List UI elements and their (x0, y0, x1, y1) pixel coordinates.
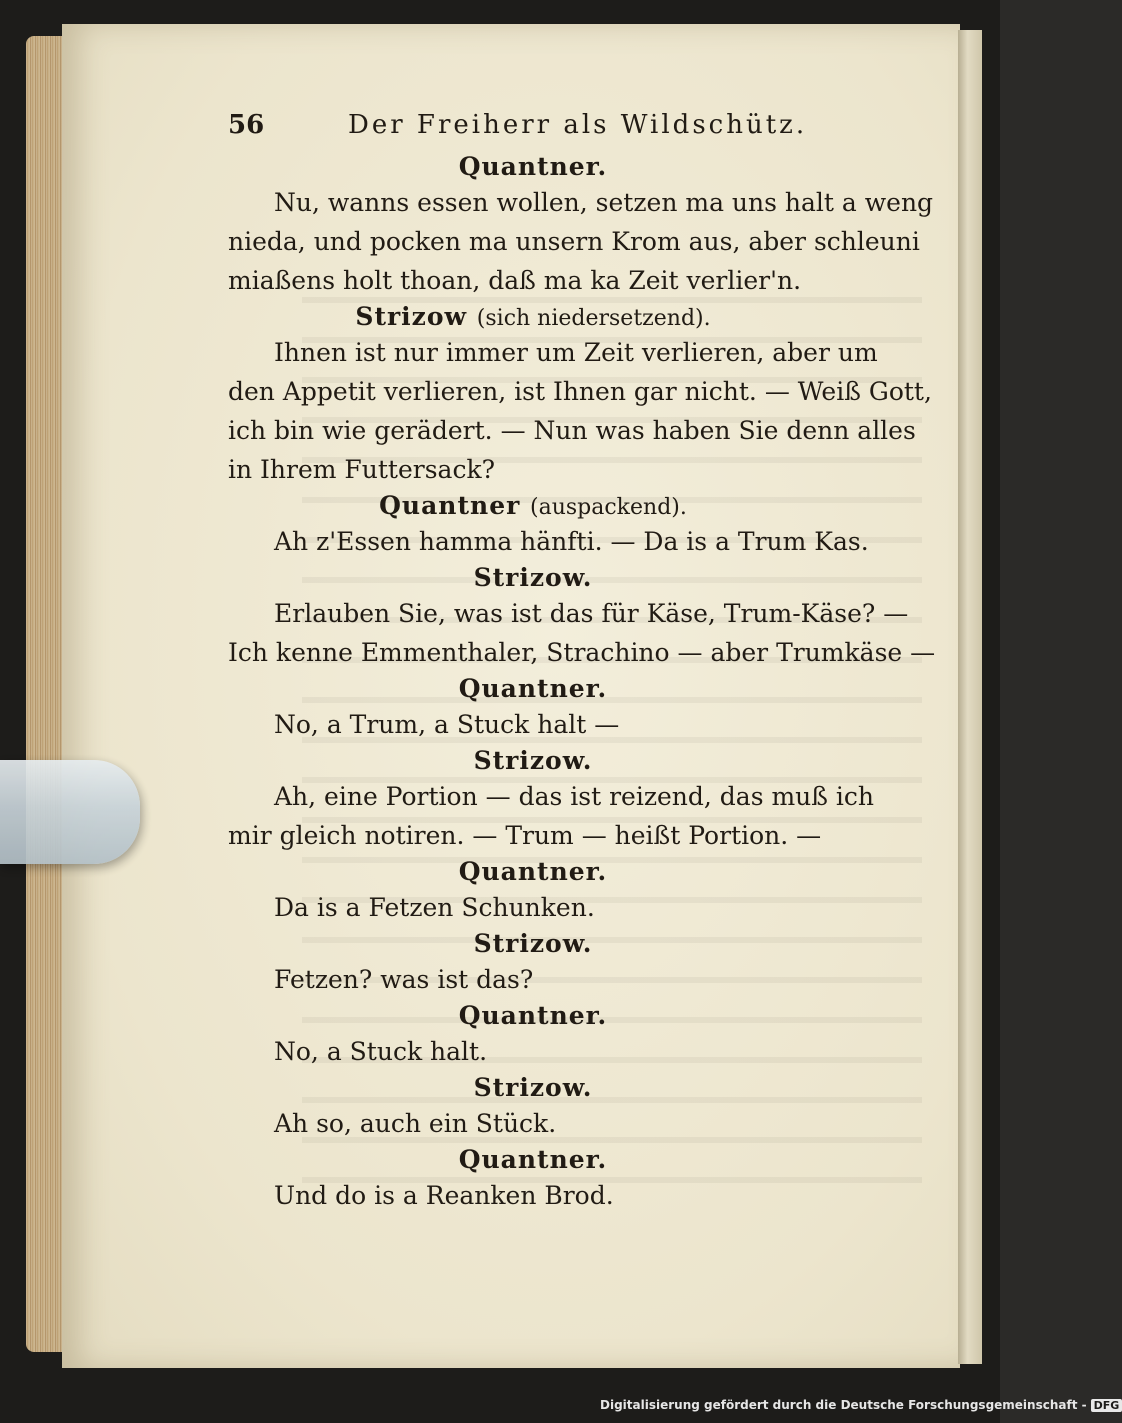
speaker-heading (228, 927, 838, 960)
page-number: 56 (228, 110, 265, 140)
text-line: No, a Trum, a Stuck halt — (274, 710, 620, 739)
speaker-name: Strizow (355, 302, 468, 331)
text-line: Fetzen? was ist das? (274, 965, 534, 994)
speaker-name: Quantner. (458, 857, 608, 886)
stage-direction: (sich niedersetzend). (476, 306, 711, 331)
digitization-credit (600, 1398, 1120, 1418)
speaker-name: Strizow. (473, 1073, 593, 1102)
speaker-heading (228, 744, 838, 777)
running-header (228, 100, 838, 150)
text-line: Nu, wanns essen wollen, setzen ma uns halt a weng (274, 188, 934, 217)
speaker-heading (228, 561, 838, 594)
text-line: Ihnen ist nur immer um Zeit verlieren, aber um (274, 338, 878, 367)
text-line: in Ihrem Futtersack? (228, 455, 495, 484)
dfg-logo: DFG (1091, 1399, 1122, 1412)
running-title: Der Freiherr als Wildschütz. (348, 110, 808, 140)
text-line: Und do is a Reanken Brod. (274, 1181, 614, 1210)
speaker-name: Quantner. (458, 152, 608, 181)
play-text (228, 150, 936, 1215)
page-marker-tab (0, 760, 140, 864)
text-line: Ah so, auch ein Stück. (274, 1109, 557, 1138)
speaker-heading (228, 150, 838, 183)
page-content (228, 100, 936, 1215)
speaker-name: Quantner. (458, 674, 608, 703)
next-page-edge (958, 30, 982, 1364)
speaker-heading (228, 1143, 838, 1176)
text-line: Ah, eine Portion — das ist reizend, das muß ich (274, 782, 875, 811)
speaker-name: Strizow. (473, 563, 593, 592)
text-line: Ich kenne Emmenthaler, Strachino — aber Trumkäse — (228, 638, 936, 667)
stage-direction: (auspackend). (530, 495, 687, 520)
speaker-heading (228, 672, 838, 705)
speaker-heading (228, 855, 838, 888)
speaker-name: Quantner. (458, 1145, 608, 1174)
text-line: den Appetit verlieren, ist Ihnen gar nicht. — Weiß Gott, (228, 377, 932, 406)
text-line: Erlauben Sie, was ist das für Käse, Trum-Käse? — (274, 599, 909, 628)
credit-text: Digitalisierung gefördert durch die Deutsche Forschungsgemeinschaft - (600, 1398, 1087, 1412)
text-line: Da is a Fetzen Schunken. (274, 893, 595, 922)
speaker-heading (228, 489, 838, 522)
speaker-name: Quantner. (458, 1001, 608, 1030)
text-line: No, a Stuck halt. (274, 1037, 488, 1066)
speaker-heading (228, 999, 838, 1032)
speaker-heading (228, 300, 838, 333)
speaker-name: Strizow. (473, 746, 593, 775)
text-line: ich bin wie gerädert. — Nun was haben Sie denn alles (228, 416, 916, 445)
text-line: Ah z'Essen hamma hänfti. — Da is a Trum Kas. (274, 527, 869, 556)
text-line: miaßens holt thoan, daß ma ka Zeit verlier'n. (228, 266, 802, 295)
speaker-heading (228, 1071, 838, 1104)
text-line: mir gleich notiren. — Trum — heißt Portion. — (228, 821, 822, 850)
text-line: nieda, und pocken ma unsern Krom aus, aber schleuni (228, 227, 920, 256)
speaker-name: Strizow. (473, 929, 593, 958)
speaker-name: Quantner (379, 491, 521, 520)
